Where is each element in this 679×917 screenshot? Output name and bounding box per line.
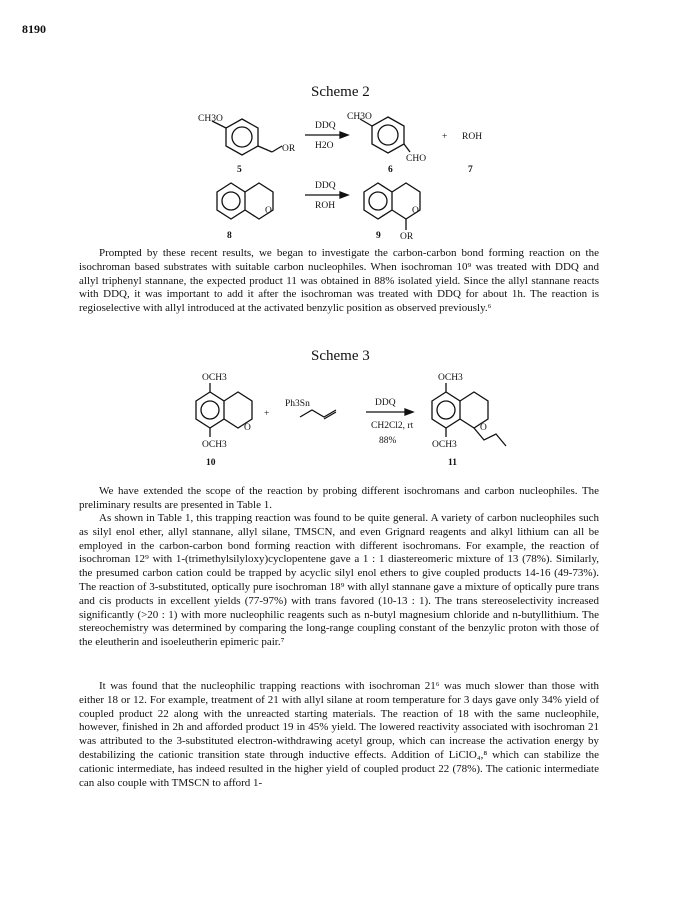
scheme-2-title: Scheme 2	[311, 84, 370, 100]
s2-plus: +	[442, 132, 448, 142]
scheme-3-title: Scheme 3	[311, 348, 370, 364]
paragraph-4-text: It was found that the nucleophilic trapping reactions with isochroman 21⁶ was much slower than those with either 18 or 12. For example, treatment of 21 with allyl silane at room temperature for 3 days gave only 34% yield of coupled product 22 along with the unreacted starting materials. The reaction of 18 with the same nucleophile, however, finished in 2h and afforded product 19 in 45% yield. The lowered reactivity associated with isochroman 21 was attributed to the 3-substituted electron-withdrawing acetyl group, which can increase the activation energy by destabilizing the cationic transition state through inductive effects. Addition of LiClO₄,⁸ which can stabilize the cationic intermediate, has indeed resulted in the higher yield of coupled product 22 (78%). The cationic intermediate can also couple with TMSCN to afford 1-	[79, 680, 599, 789]
s2-label-6: 6	[388, 165, 393, 175]
s3-label-10: 10	[206, 458, 216, 468]
paragraph-1-text: Prompted by these recent results, we began to investigate the carbon-carbon bond forming reaction on the isochroman based substrates with suitable carbon nucleophiles. When isochroman 10⁹ was treated with DDQ and allyl triphenyl stannane, the expected product 11 was obtained in 88% isolated yield. Since the allyl stannane reacts with DDQ, it was important to add it after the isochroman was treated with DDQ for about 1h. The reaction is regioselective with allyl introduced at the activated benzylic position as observed previously.⁶	[79, 247, 599, 315]
s2-r2-reagent-bottom: ROH	[315, 201, 336, 211]
ring-11-benzo	[432, 392, 460, 428]
ring-6	[372, 117, 404, 153]
s3-reagent-mid: CH2Cl2, rt	[371, 421, 414, 431]
s2-label-9: 9	[376, 231, 381, 241]
ring-10-benzo	[196, 392, 224, 428]
s2-label-5: 5	[237, 165, 242, 175]
s2-label-7: 7	[468, 165, 473, 175]
ring-8-benzo	[217, 183, 245, 219]
s2-r1-prod-cho: CHO	[406, 154, 427, 164]
s2-r1-left-sub: CH3O	[198, 114, 223, 124]
paragraph-2-text: We have extended the scope of the reaction by probing different isochromans and carbon nucleophiles. The preliminary results are presented in Table 1.	[79, 485, 599, 511]
s2-r2-ring-o: O	[265, 206, 272, 216]
s2-r2-prod-o: O	[412, 206, 419, 216]
s3-plus: +	[264, 409, 270, 419]
s3-prod-o: O	[480, 423, 487, 433]
s3-label-11: 11	[448, 458, 457, 468]
paragraph-3-text: As shown in Table 1, this trapping reaction was found to be quite general. A variety of carbon nucleophiles such as silyl enol ether, allyl stannane, allyl silane, TMSCN, and even Grignard reagents and alkyl lithium can all be employed in the carbon-carbon bond forming reaction with different isochromans. For example, the reaction of isochroman 12⁹ with 1-(trimethylsilyloxy)cyclopentene gave a 1 : 1 diastereomeric mixture of 13 (78%). Similarly, the presumed carbon cation could be trapped by acyclic silyl enol ethers to give coupled products 14-16 (49-73%). The reaction of 3-substituted, optically pure isochroman 18⁹ with allyl stannane gave a mixture of optically pure trans and cis products in excellent yields (77-97%) with trans favored (10-13 : 1). The trans stereoselectivity increased significantly (>20 : 1) with more nucleophilic reagents such as n-butyl magnesium chloride and n-butyllithium. The stereochemistry was determined by comparing the long-range coupling constant of the benzylic proton with those of the eleutherin and isoeleutherin epimeric pair.⁷	[79, 512, 599, 649]
s3-reagent-top: DDQ	[375, 398, 396, 408]
page-number: 8190	[22, 22, 46, 36]
s2-r1-prod-sub: CH3O	[347, 112, 372, 122]
ring-9-benzo	[364, 183, 392, 219]
paragraph-3	[79, 512, 599, 650]
paragraph-4	[79, 680, 599, 790]
s3-sm-bottom: OCH3	[202, 440, 227, 450]
s2-r1-reagent-bottom: H2O	[315, 141, 334, 151]
s3-stannane: Ph3Sn	[285, 399, 310, 409]
ring-5	[226, 119, 258, 155]
scheme-3-graphic	[196, 383, 506, 446]
paragraph-2	[79, 485, 599, 513]
s2-roh: ROH	[462, 132, 483, 142]
s3-prod-top: OCH3	[438, 373, 463, 383]
paragraph-1	[79, 247, 599, 316]
s3-reagent-yield: 88%	[379, 436, 397, 446]
s2-r2-reagent-top: DDQ	[315, 181, 336, 191]
s3-sm-o: O	[244, 423, 251, 433]
s2-label-8: 8	[227, 231, 232, 241]
s3-prod-bottom: OCH3	[432, 440, 457, 450]
s3-sm-top: OCH3	[202, 373, 227, 383]
s2-r1-left-or: OR	[282, 144, 296, 154]
s2-r1-reagent-top: DDQ	[315, 121, 336, 131]
s2-r2-prod-or: OR	[400, 232, 414, 242]
